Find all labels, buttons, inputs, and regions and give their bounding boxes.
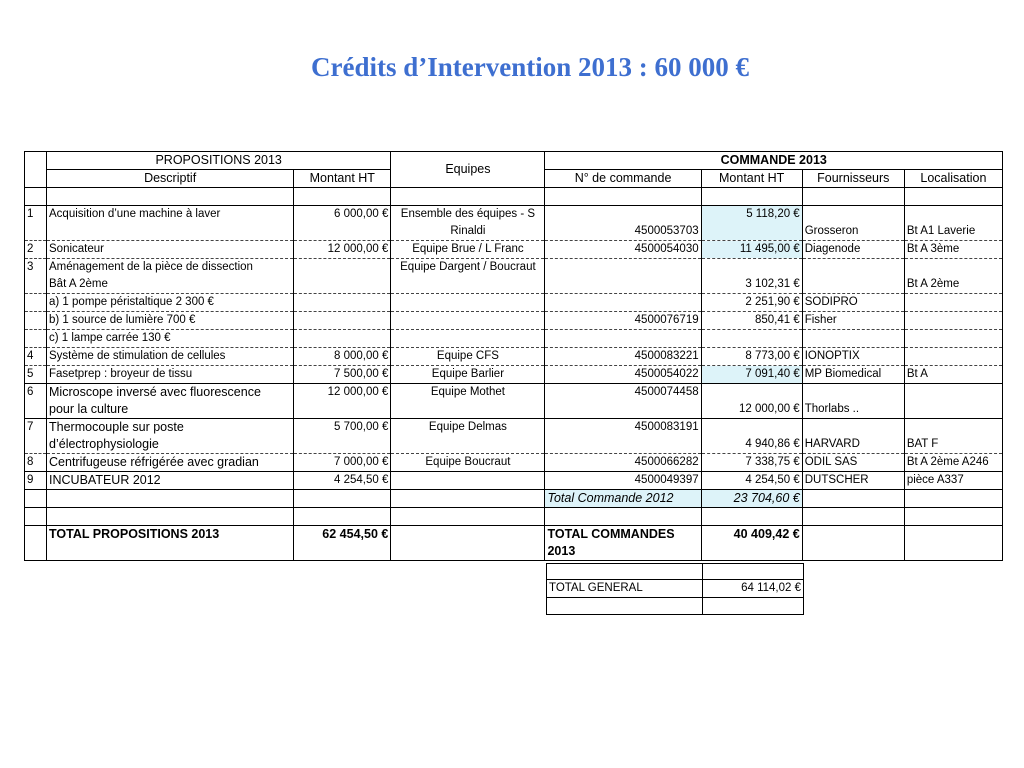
table-row <box>25 294 1003 312</box>
row-equipe-line1: Ensemble des équipes - S <box>400 208 536 220</box>
row-montant-commande: 850,41 € <box>701 312 802 330</box>
row-descriptif: Fasetprep : broyeur de tissu <box>47 366 294 384</box>
row-descriptif: a) 1 pompe péristaltique 2 300 € <box>47 294 294 312</box>
row-fournisseur: Fisher <box>802 312 904 330</box>
row-descriptif: Sonicateur <box>47 241 294 259</box>
row-fournisseur: DUTSCHER <box>802 472 904 490</box>
total-general-label: TOTAL GENERAL <box>547 580 703 598</box>
row-montant-commande: 7 338,75 € <box>701 454 802 472</box>
row-montant-commande: 4 940,86 € <box>701 419 802 454</box>
total-commande-2012-row <box>25 490 1003 508</box>
row-montant: 7 000,00 € <box>294 454 391 472</box>
row-equipe: Equipe CFS <box>391 348 545 366</box>
row-montant-commande: 4 254,50 € <box>701 472 802 490</box>
table-row <box>25 366 1003 384</box>
row-equipe <box>391 206 545 241</box>
table-row <box>25 384 1003 419</box>
header-montant-ht: Montant HT <box>294 170 391 188</box>
row-number: 2 <box>25 241 47 259</box>
header-propositions: PROPOSITIONS 2013 <box>47 152 391 170</box>
row-commande: 4500076719 <box>545 312 701 330</box>
row-number: 4 <box>25 348 47 366</box>
row-fournisseur: MP Biomedical <box>802 366 904 384</box>
row-descriptif-line2: Bât A 2ème <box>49 278 108 290</box>
row-descriptif: INCUBATEUR 2012 <box>47 472 294 490</box>
row-localisation: Bt A <box>904 366 1002 384</box>
row-fournisseur: HARVARD <box>802 419 904 454</box>
table-row <box>25 312 1003 330</box>
row-localisation: Bt A 3ème <box>904 241 1002 259</box>
row-montant <box>294 259 391 294</box>
spacer-row <box>25 508 1003 526</box>
header-num-commande: N° de commande <box>545 170 701 188</box>
total-propositions-value: 62 454,50 € <box>294 526 391 561</box>
row-fournisseur: Thorlabs .. <box>802 384 904 419</box>
row-number: 3 <box>25 259 47 294</box>
row-montant: 5 700,00 € <box>294 419 391 454</box>
row-descriptif: b) 1 source de lumière 700 € <box>47 312 294 330</box>
header-montant-ht-commande: Montant HT <box>701 170 802 188</box>
row-montant-commande: 12 000,00 € <box>701 384 802 419</box>
row-localisation: pièce A337 <box>904 472 1002 490</box>
row-descriptif <box>47 384 294 419</box>
row-number: 7 <box>25 419 47 454</box>
row-commande: 4500083191 <box>545 419 701 454</box>
total-commande-2012-value: 23 704,60 € <box>701 490 802 508</box>
row-montant: 7 500,00 € <box>294 366 391 384</box>
row-commande: 4500074458 <box>545 384 701 419</box>
row-descriptif-line1: Microscope inversé avec fluorescence <box>49 385 261 399</box>
row-descriptif: Acquisition d’une machine à laver <box>47 206 294 241</box>
header-descriptif: Descriptif <box>47 170 294 188</box>
row-descriptif-line1: Thermocouple sur poste <box>49 420 184 434</box>
row-number: 9 <box>25 472 47 490</box>
row-descriptif: Système de stimulation de cellules <box>47 348 294 366</box>
spacer-row <box>25 188 1003 206</box>
row-fournisseur: ODIL SAS <box>802 454 904 472</box>
row-commande: 4500054022 <box>545 366 701 384</box>
row-number: 1 <box>25 206 47 241</box>
row-montant: 8 000,00 € <box>294 348 391 366</box>
row-number: 5 <box>25 366 47 384</box>
row-localisation: BAT F <box>904 419 1002 454</box>
row-equipe-line2: Rinaldi <box>450 225 486 237</box>
total-commandes-value: 40 409,42 € <box>701 526 802 561</box>
totals-row <box>25 526 1003 561</box>
row-commande: 4500083221 <box>545 348 701 366</box>
table-row <box>25 259 1003 294</box>
row-descriptif-line1: Aménagement de la pièce de dissection <box>49 261 253 273</box>
row-fournisseur <box>802 259 904 294</box>
row-montant: 12 000,00 € <box>294 241 391 259</box>
row-commande <box>545 259 701 294</box>
row-fournisseur: SODIPRO <box>802 294 904 312</box>
row-montant-commande: 8 773,00 € <box>701 348 802 366</box>
row-number: 6 <box>25 384 47 419</box>
row-equipe: Equipe Mothet <box>391 384 545 419</box>
table-row <box>25 472 1003 490</box>
row-montant-commande: 2 251,90 € <box>701 294 802 312</box>
row-montant: 12 000,00 € <box>294 384 391 419</box>
row-equipe <box>391 472 545 490</box>
row-localisation: Bt A1 Laverie <box>904 206 1002 241</box>
row-commande: 4500053703 <box>545 206 701 241</box>
row-montant: 6 000,00 € <box>294 206 391 241</box>
row-fournisseur: IONOPTIX <box>802 348 904 366</box>
row-equipe: Equipe Dargent / Boucraut <box>391 259 545 294</box>
row-commande: 4500049397 <box>545 472 701 490</box>
row-fournisseur: Diagenode <box>802 241 904 259</box>
row-montant-commande: 5 118,20 € <box>701 206 802 241</box>
row-localisation: Bt A 2ème <box>904 259 1002 294</box>
row-equipe: Equipe Delmas <box>391 419 545 454</box>
table-row <box>25 419 1003 454</box>
table-row <box>25 454 1003 472</box>
header-equipes: Equipes <box>391 152 545 188</box>
header-fournisseurs: Fournisseurs <box>802 170 904 188</box>
row-descriptif: c) 1 lampe carrée 130 € <box>47 330 294 348</box>
total-commande-2012-label: Total Commande 2012 <box>545 490 701 508</box>
credits-table <box>24 151 1003 561</box>
row-montant-commande: 11 495,00 € <box>701 241 802 259</box>
row-montant: 4 254,50 € <box>294 472 391 490</box>
row-equipe: Equipe Barlier <box>391 366 545 384</box>
row-localisation: Bt A 2ème A246 <box>904 454 1002 472</box>
total-propositions-label: TOTAL PROPOSITIONS 2013 <box>47 526 294 561</box>
row-descriptif: Centrifugeuse réfrigérée avec gradian <box>47 454 294 472</box>
row-descriptif-line2: pour la culture <box>49 402 129 416</box>
header-corner <box>25 152 47 188</box>
table-row <box>25 241 1003 259</box>
row-descriptif-line2: d’électrophysiologie <box>49 437 159 451</box>
row-descriptif <box>47 419 294 454</box>
table-row <box>25 348 1003 366</box>
table-row <box>25 206 1003 241</box>
row-commande: 4500054030 <box>545 241 701 259</box>
header-localisation: Localisation <box>904 170 1002 188</box>
row-descriptif <box>47 259 294 294</box>
header-commande: COMMANDE 2013 <box>545 152 1003 170</box>
total-commandes-label: TOTAL COMMANDES 2013 <box>545 526 701 561</box>
row-montant-commande: 7 091,40 € <box>701 366 802 384</box>
total-general-table <box>546 563 804 615</box>
header-row-1 <box>25 152 1003 170</box>
row-fournisseur: Grosseron <box>802 206 904 241</box>
row-number: 8 <box>25 454 47 472</box>
row-montant-commande: 3 102,31 € <box>701 259 802 294</box>
row-commande: 4500066282 <box>545 454 701 472</box>
total-general-value: 64 114,02 € <box>703 580 804 598</box>
table-row <box>25 330 1003 348</box>
row-equipe: Equipe Boucraut <box>391 454 545 472</box>
row-commande <box>545 294 701 312</box>
page-title: Crédits d’Intervention 2013 : 60 000 € <box>311 52 749 82</box>
row-equipe: Equipe Brue / L Franc <box>391 241 545 259</box>
